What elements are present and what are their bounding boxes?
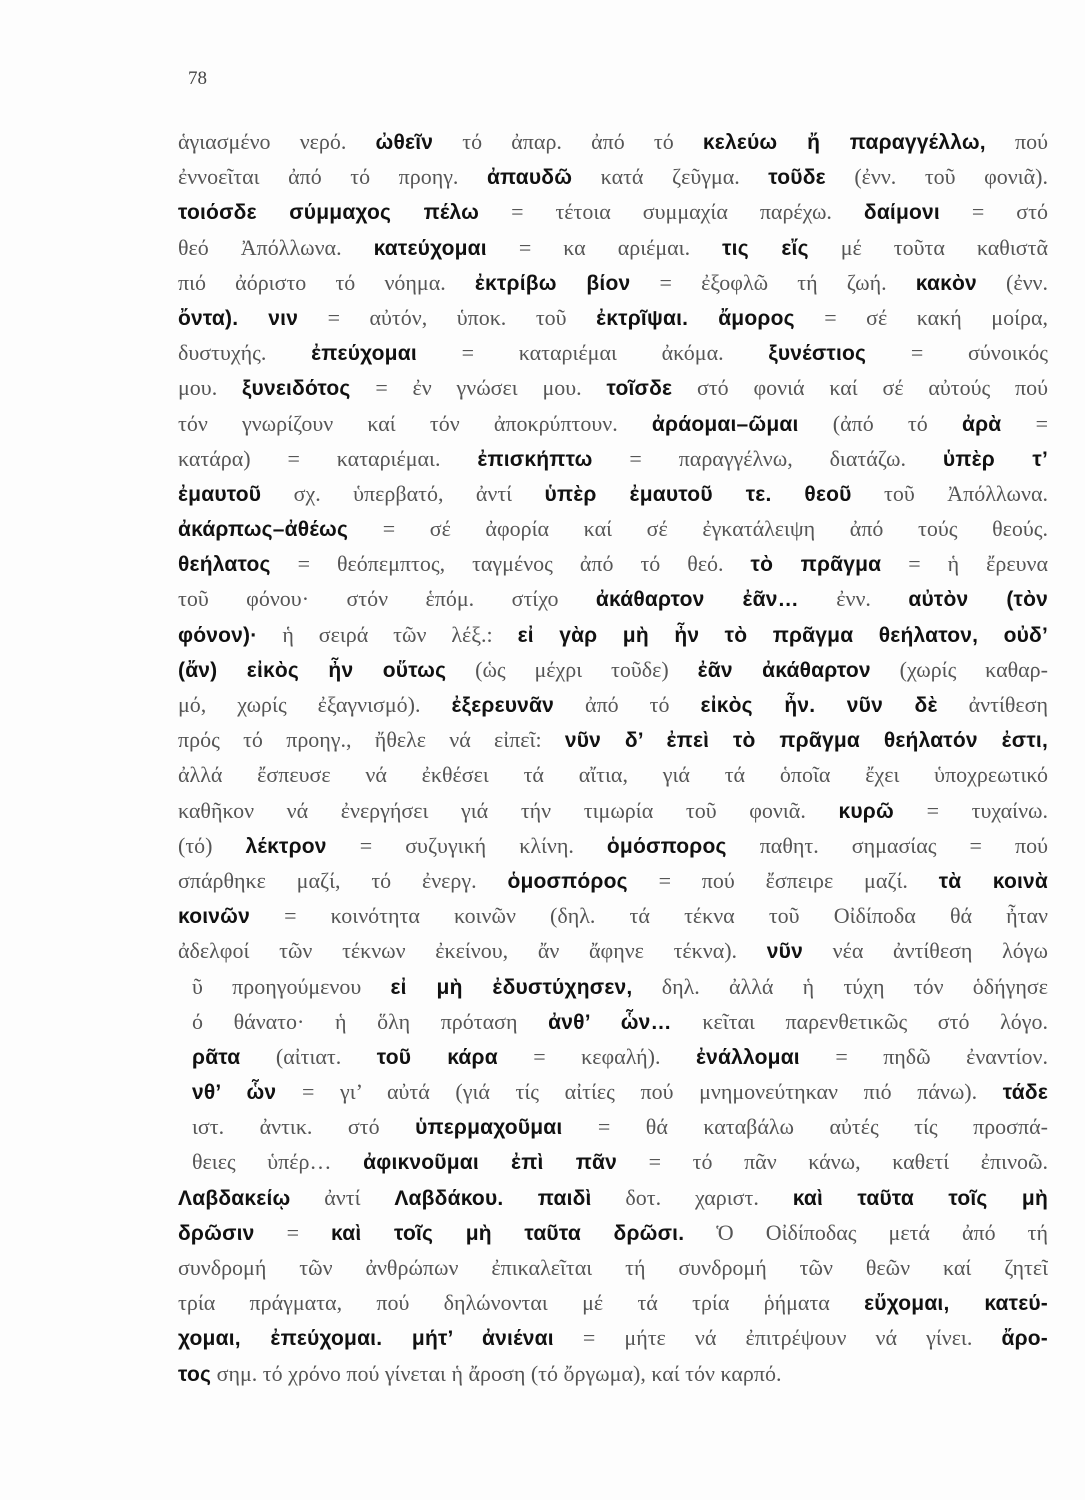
text-line xyxy=(178,793,1048,828)
gloss-text: δοτ. χαριστ. xyxy=(591,1184,793,1210)
gloss-text: (ὡς μέχρι τοῦδε) xyxy=(446,656,698,682)
gloss-text: = σύνοικός xyxy=(866,340,1048,366)
lemma-term: θεήλατος xyxy=(178,553,271,577)
gloss-text: μό, χωρίς ἐξαγνισμό). xyxy=(178,692,452,717)
text-line xyxy=(178,159,1048,194)
gloss-text: μου. xyxy=(178,375,242,401)
lemma-term: Λαβδακείῳ xyxy=(178,1186,291,1210)
lemma-term: τοῦ κάρα xyxy=(376,1045,498,1069)
lemma-term: ξυνειδότος xyxy=(241,377,351,401)
gloss-text: ἀπό τό xyxy=(554,692,701,717)
text-line xyxy=(178,265,1048,300)
gloss-text: = θεόπεμπτος, ταγμένος ἀπό τό θεό. xyxy=(270,551,751,577)
text-line xyxy=(178,1004,1048,1039)
lemma-term: ἐπισκήπτω xyxy=(477,447,593,471)
lemma-term: νῦν xyxy=(766,940,803,964)
gloss-text: (ἀπό τό xyxy=(798,410,962,436)
gloss-text: κεῖται παρενθετικῶς στό λόγο. xyxy=(671,1008,1048,1034)
lemma-term: νῦν δ’ ἐπεὶ τὸ πρᾶγμα θεήλατόν ἐστι, xyxy=(564,729,1048,753)
text-line xyxy=(178,1285,1048,1320)
text-line xyxy=(178,1356,1048,1391)
lemma-term: ἐᾶν ἀκάθαρτον xyxy=(697,658,871,682)
gloss-text: = σέ ἀφορία καί σέ ἐγκατάλειψη ἀπό τούς θεούς. xyxy=(348,516,1048,542)
text-line xyxy=(178,370,1048,405)
text-line xyxy=(178,1180,1048,1215)
lemma-term: φόνον)· xyxy=(178,623,258,647)
text-line xyxy=(178,617,1048,652)
gloss-text: ἐνν. xyxy=(798,586,909,612)
lemma-term: τος xyxy=(178,1362,212,1386)
lemma-term: ὑπὲρ τ’ xyxy=(942,447,1048,471)
lemma-term: τὸ πρᾶγμα xyxy=(750,553,882,577)
lemma-term: χομαι, ἐπεύχομαι. μήτ’ ἀνιέναι xyxy=(178,1327,554,1351)
text-line xyxy=(178,1215,1048,1250)
gloss-text: (αἰτιατ. xyxy=(240,1043,377,1069)
gloss-text: μέ τοῦτα καθιστᾶ xyxy=(808,234,1048,260)
page-number: 78 xyxy=(188,68,207,89)
gloss-text: = μήτε νά ἐπιτρέψουν νά γίνει. xyxy=(553,1325,1002,1351)
gloss-text: = πηδῶ ἐναντίον. xyxy=(799,1043,1048,1069)
gloss-text: ιστ. ἀντικ. στό xyxy=(192,1114,416,1140)
lemma-term: ἐμαυτοῦ xyxy=(178,482,262,506)
gloss-text: Ὁ Οἰδίποδας μετά ἀπό τή xyxy=(684,1219,1048,1245)
lemma-term: ὁμόσπορος xyxy=(606,834,727,858)
text-line xyxy=(178,511,1048,546)
gloss-text: παθητ. σημασίας = πού xyxy=(726,832,1048,858)
text-line xyxy=(178,863,1048,898)
text-line xyxy=(178,230,1048,265)
lemma-term: εὔχομαι, κατεύ- xyxy=(864,1292,1048,1316)
text-line xyxy=(178,757,1048,792)
text-line xyxy=(178,898,1048,933)
lemma-term: εἰ μὴ ἐδυστύχησεν, xyxy=(390,975,633,999)
gloss-text: = κα αριέμαι. xyxy=(486,234,723,260)
lemma-term: κυρῶ xyxy=(838,799,894,823)
text-line xyxy=(178,969,1048,1004)
gloss-text: = θά καταβάλω αὐτές τίς προσπά- xyxy=(562,1114,1048,1140)
text-line xyxy=(178,687,1048,722)
text-line xyxy=(178,300,1048,335)
gloss-text: = κοινότητα κοινῶν (δηλ. τά τέκνα τοῦ Οἰδίποδα θά ἦταν xyxy=(249,903,1048,929)
gloss-text: = xyxy=(254,1219,332,1245)
text-line xyxy=(178,441,1048,476)
gloss-text: = ἐξοφλῶ τή ζωή. xyxy=(630,269,916,295)
lemma-term: εἰκὸς ἦν. νῦν δὲ xyxy=(700,694,938,717)
text-line xyxy=(178,1074,1048,1109)
gloss-text: = ἡ ἔρευνα xyxy=(881,551,1048,577)
lemma-term: κοινῶν xyxy=(178,905,250,929)
gloss-text: τοῦ Ἀπόλλωνα. xyxy=(851,480,1048,506)
text-line xyxy=(178,335,1048,370)
gloss-text: = τό πᾶν κάνω, καθετί ἐπινοῶ. xyxy=(616,1149,1048,1175)
lemma-term: ἀπαυδῶ xyxy=(486,166,573,190)
lemma-term: ρᾶτα xyxy=(192,1045,241,1069)
lemma-term: δρῶσιν xyxy=(178,1221,255,1245)
lemma-term: ἀφικνοῦμαι ἐπὶ πᾶν xyxy=(363,1151,617,1175)
gloss-text: πού xyxy=(985,129,1048,154)
lemma-term: κελεύω ἤ παραγγέλλω, xyxy=(702,131,986,154)
gloss-text: = καταριέμαι ἀκόμα. xyxy=(416,340,769,366)
lemma-term: τοῖσδε xyxy=(606,377,673,401)
lemma-term: τις εἴς xyxy=(722,236,809,260)
gloss-text: = αὐτόν, ὑποκ. τοῦ xyxy=(298,304,597,330)
gloss-text: τρία πράγματα, πού δηλώνονται μέ τά τρία ῥήματα xyxy=(178,1290,865,1316)
gloss-text: = παραγγέλνω, διατάζω. xyxy=(592,445,943,471)
lemma-term: ἀκάρπως–ἀθέως xyxy=(178,518,349,542)
lemma-term: ἀράομαι–ῶμαι xyxy=(651,412,799,436)
gloss-text: ἡ σειρά τῶν λέξ.: xyxy=(257,621,518,647)
text-line xyxy=(178,722,1048,757)
gloss-text: = στό xyxy=(939,199,1048,225)
gloss-text: δηλ. ἀλλά ἡ τύχη τόν ὁδήγησε xyxy=(632,973,1048,999)
gloss-text: θεό Ἀπόλλωνα. xyxy=(178,234,374,260)
lemma-term: ὠθεῖν xyxy=(375,131,434,154)
lemma-term: ἐξερευνᾶν xyxy=(451,694,555,717)
gloss-text: = xyxy=(1001,410,1048,436)
text-line xyxy=(178,933,1048,968)
gloss-text: ό θάνατο· ἡ ὅλη πρόταση xyxy=(192,1008,549,1034)
gloss-text: καθῆκον νά ἐνεργήσει γιά τήν τιμωρία τοῦ φονιᾶ. xyxy=(178,797,839,823)
gloss-text: κατάρα) = καταριέμαι. xyxy=(178,445,478,471)
lemma-term: καὶ ταῦτα τοῖς μὴ xyxy=(792,1186,1048,1210)
lemma-term: ἀρὰ xyxy=(961,412,1002,436)
gloss-text: = τέτοια συμμαχία παρέχω. xyxy=(479,199,864,225)
lemma-term: ὄντα). νιν xyxy=(178,306,299,330)
text-line xyxy=(178,1109,1048,1144)
text-line xyxy=(178,1144,1048,1179)
gloss-text: κατά ζεῦγμα. xyxy=(572,164,769,190)
lemma-term: λέκτρον xyxy=(245,834,327,858)
gloss-text: = κεφαλή). xyxy=(497,1043,696,1069)
gloss-text: (τό) xyxy=(178,832,246,858)
gloss-text: στό φονιά καί σέ αὐτούς πού xyxy=(672,375,1048,401)
lemma-term: καὶ τοῖς μὴ ταῦτα δρῶσι. xyxy=(331,1221,685,1245)
lemma-term: ξυνέστιος xyxy=(768,342,867,366)
gloss-text: = συζυγική κλίνη. xyxy=(326,832,607,858)
gloss-text: συνδρομή τῶν ἀνθρώπων ἐπικαλεῖται τή συνδρομή τῶν θεῶν καί ζητεῖ xyxy=(178,1255,1048,1280)
gloss-text: (ἐνν. τοῦ φονιᾶ). xyxy=(825,164,1048,190)
text-line xyxy=(178,652,1048,687)
commentary-text xyxy=(178,124,1048,1391)
gloss-text: σημ. τό χρόνο πού γίνεται ἡ ἄροση (τό ὄργωμα), καί τόν καρπό. xyxy=(211,1360,782,1386)
lemma-term: τοῦδε xyxy=(768,166,826,190)
text-line xyxy=(178,1320,1048,1355)
text-line xyxy=(178,476,1048,511)
gloss-text: ἁγιασμένο νερό. xyxy=(178,129,376,154)
text-line xyxy=(178,194,1048,229)
gloss-text: = τυχαίνω. xyxy=(893,797,1048,823)
gloss-text: (χωρίς καθαρ- xyxy=(870,656,1048,682)
gloss-text: δυστυχής. xyxy=(178,340,312,366)
gloss-text: τό ἀπαρ. ἀπό τό xyxy=(433,129,703,154)
gloss-text: ἐννοεῖται ἀπό τό προηγ. xyxy=(178,164,487,190)
gloss-text: = σέ κακή μοίρα, xyxy=(794,304,1048,330)
gloss-text: θειες ὑπέρ… xyxy=(192,1149,364,1175)
gloss-text: = γι’ αὐτά (γιά τίς αἰτίες πού μνημονεύτηκαν πιό πάνω). xyxy=(276,1079,1003,1105)
lemma-term: ἄρο- xyxy=(1001,1327,1048,1351)
gloss-text: πιό ἀόριστο τό νόημα. xyxy=(178,269,475,295)
text-line xyxy=(178,406,1048,441)
gloss-text: νέα ἀντίθεση λόγω xyxy=(802,938,1048,964)
lemma-term: ὑπὲρ ἐμαυτοῦ τε. θεοῦ xyxy=(544,482,852,506)
lemma-term: αὐτὸν (τὸν xyxy=(908,588,1048,612)
lemma-term: ἐνάλλομαι xyxy=(695,1045,800,1069)
gloss-text: τόν γνωρίζουν καί τόν ἀποκρύπτουν. xyxy=(178,410,652,436)
lemma-term: νθ’ ὧν xyxy=(192,1081,277,1105)
lemma-term: τάδε xyxy=(1002,1081,1048,1105)
gloss-text: ῦ προηγούμενου xyxy=(192,973,391,999)
gloss-text: σχ. ὑπερβατό, ἀντί xyxy=(261,480,545,506)
gloss-text: (ἐνν. xyxy=(976,269,1048,295)
lemma-term: τοιόσδε σύμμαχος πέλω xyxy=(178,201,480,225)
text-line xyxy=(178,1039,1048,1074)
text-line xyxy=(178,1250,1048,1285)
gloss-text: τοῦ φόνου· στόν ἑπόμ. στίχο xyxy=(178,586,596,612)
lemma-term: κακὸν xyxy=(915,271,977,295)
gloss-text: ἀντίθεση xyxy=(937,692,1048,717)
gloss-text: ἀδελφοί τῶν τέκνων ἐκείνου, ἄν ἄφηνε τέκνα). xyxy=(178,938,767,964)
text-line xyxy=(178,124,1048,159)
lemma-term: δαίμονι xyxy=(863,201,940,225)
lemma-term: ἀκάθαρτον ἐᾶν… xyxy=(595,588,799,612)
lemma-term: κατεύχομαι xyxy=(373,236,487,260)
gloss-text: σπάρθηκε μαζί, τό ἐνεργ. xyxy=(178,867,508,893)
lemma-term: ἀνθ’ ὧν… xyxy=(548,1010,672,1034)
lemma-term: ἐπεύχομαι xyxy=(311,342,417,366)
lemma-term: τὰ κοινὰ xyxy=(938,869,1048,893)
gloss-text: ἀλλά ἔσπευσε νά ἐκθέσει τά αἴτια, γιά τά ὁποῖα ἔχει ὑποχρεωτικό xyxy=(178,762,1048,788)
lemma-term: ἐκτρίβω βίον xyxy=(474,271,631,295)
gloss-text: ἀντί xyxy=(290,1184,395,1210)
lemma-term: ὑπερμαχοῦμαι xyxy=(415,1116,563,1140)
text-line xyxy=(178,546,1048,581)
gloss-text: = πού ἔσπειρε μαζί. xyxy=(627,867,939,893)
gloss-text: πρός τό προηγ., ἤθελε νά εἰπεῖ: xyxy=(178,727,565,753)
lemma-term: εἰ γὰρ μὴ ἦν τὸ πρᾶγμα θεήλατον, οὐδ’ xyxy=(517,623,1048,647)
lemma-term: ἐκτρῖψαι. ἄμορος xyxy=(596,306,795,330)
lemma-term: (ἄν) εἰκὸς ἦν οὕτως xyxy=(178,658,447,682)
lemma-term: ὁμοσπόρος xyxy=(507,869,628,893)
lemma-term: Λαβδάκου. παιδὶ xyxy=(394,1186,592,1210)
text-line xyxy=(178,828,1048,863)
gloss-text: = ἐν γνώσει μου. xyxy=(350,375,607,401)
text-line xyxy=(178,581,1048,616)
